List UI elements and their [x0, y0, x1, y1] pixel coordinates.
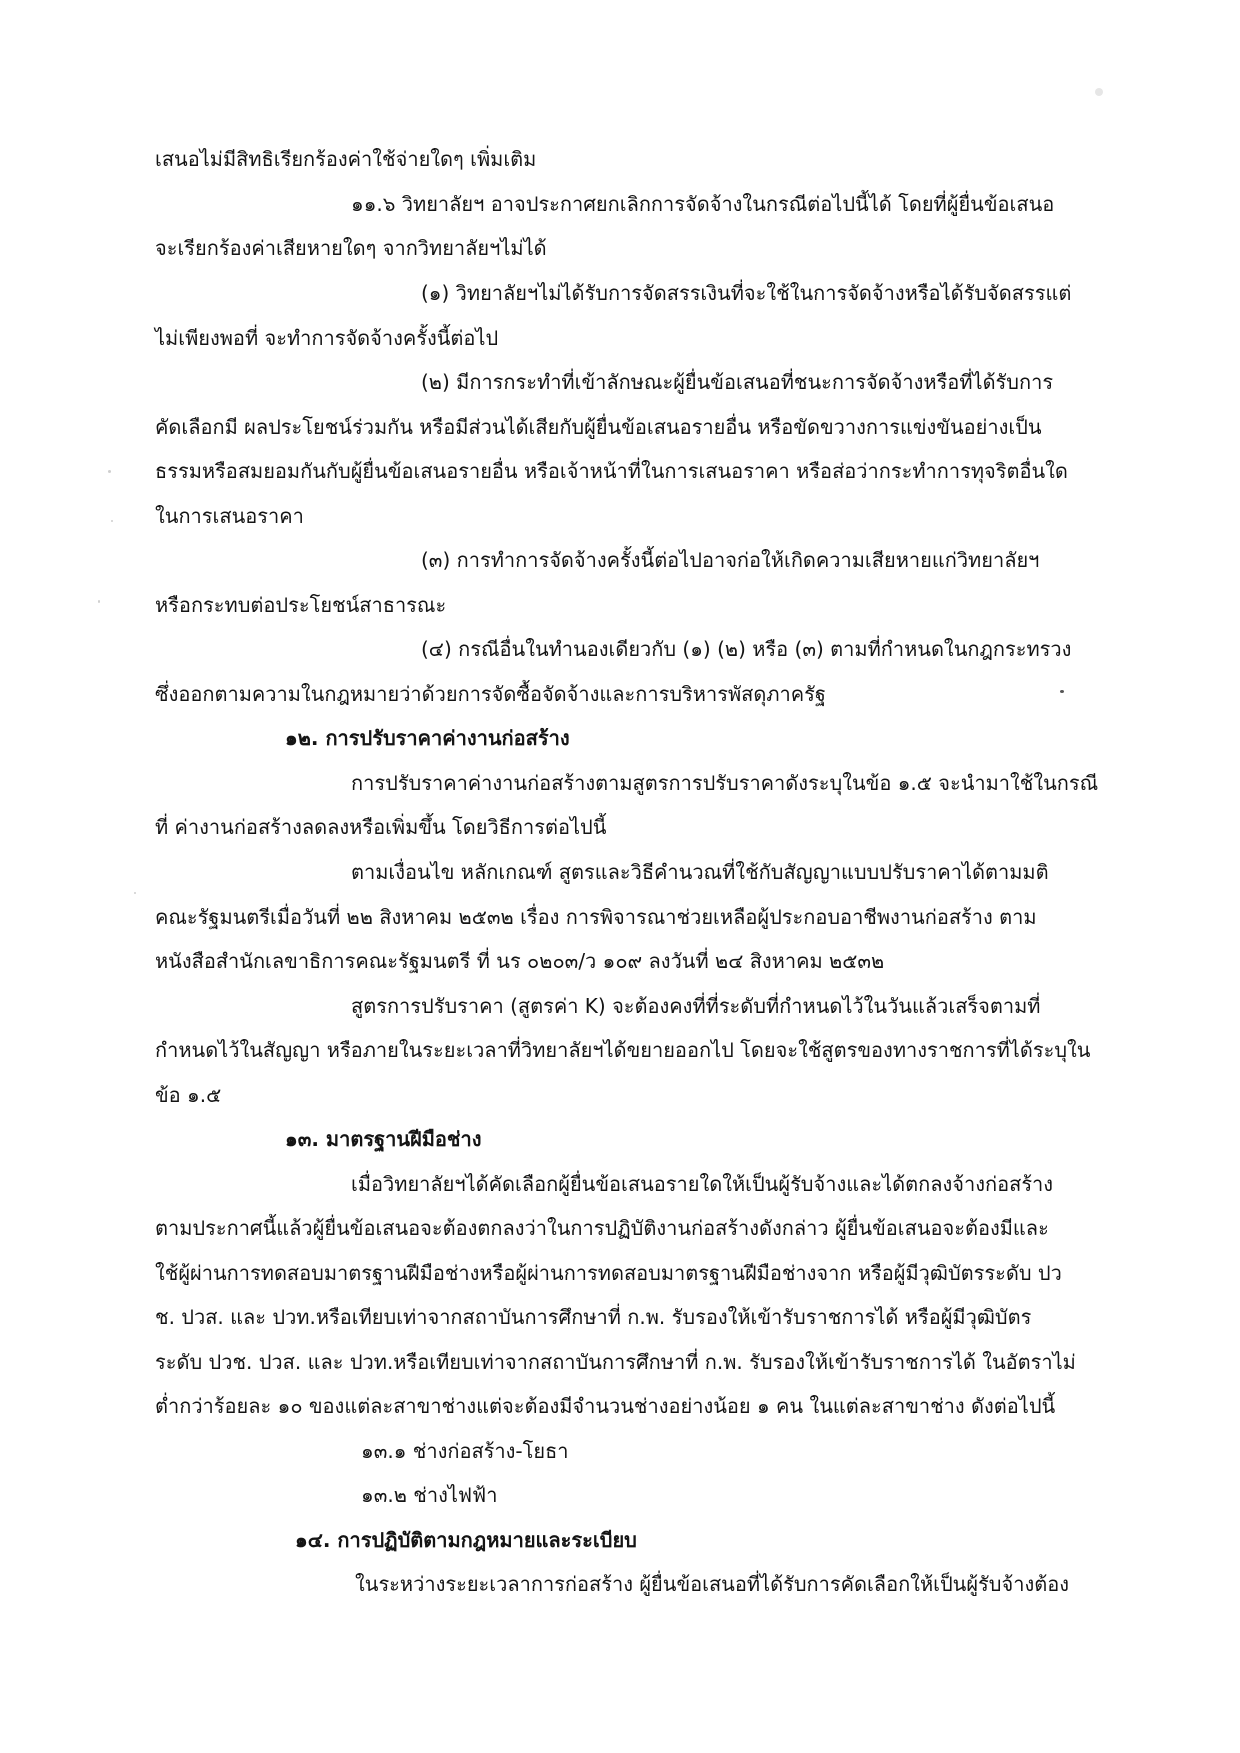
text-line: ระดับ ปวช. ปวส. และ ปวท.หรือเทียบเท่าจากสถาบันการศึกษาที่ ก.พ. รับรองให้เข้ารับราชการได้ ในอัตราไม่: [155, 1350, 1076, 1374]
text-line: คณะรัฐมนตรีเมื่อวันที่ ๒๒ สิงหาคม ๒๕๓๒ เรื่อง การพิจารณาช่วยเหลือผู้ประกอบอาชีพงานก่อสร้าง ตาม: [155, 905, 1037, 929]
list-item: ๑๓.๒ ช่างไฟฟ้า: [361, 1483, 498, 1507]
text-line: จะเรียกร้องค่าเสียหายใดๆ จากวิทยาลัยฯไม่ได้: [155, 236, 547, 260]
section-heading: ๑๒. การปรับราคาค่างานก่อสร้าง: [285, 726, 570, 750]
text-line: การปรับราคาค่างานก่อสร้างตามสูตรการปรับราคาดังระบุในข้อ ๑.๕ จะนำมาใช้ในกรณี: [351, 771, 1099, 795]
text-line: กำหนดไว้ในสัญญา หรือภายในระยะเวลาที่วิทยาลัยฯได้ขยายออกไป โดยจะใช้สูตรของทางราชการที่ได้ระบุใน: [155, 1038, 1091, 1062]
text-line: (๒) มีการกระทำที่เข้าลักษณะผู้ยื่นข้อเสนอที่ชนะการจัดจ้างหรือที่ได้รับการ: [421, 370, 1054, 394]
text-line: ที่ ค่างานก่อสร้างลดลงหรือเพิ่มขึ้น โดยวิธีการต่อไปนี้: [155, 815, 607, 839]
list-item: ๑๓.๑ ช่างก่อสร้าง-โยธา: [361, 1439, 569, 1463]
text-line: ข้อ ๑.๕: [155, 1083, 222, 1107]
text-line: ในระหว่างระยะเวลาการก่อสร้าง ผู้ยื่นข้อเสนอที่ได้รับการคัดเลือกให้เป็นผู้รับจ้างต้อง: [355, 1572, 1069, 1596]
text-line: (๑) วิทยาลัยฯไม่ได้รับการจัดสรรเงินที่จะใช้ในการจัดจ้างหรือได้รับจัดสรรแต่: [421, 281, 1072, 305]
section-heading: ๑๔. การปฏิบัติตามกฎหมายและระเบียบ: [295, 1528, 637, 1552]
text-line: ไม่เพียงพอที่ จะทำการจัดจ้างครั้งนี้ต่อไป: [155, 326, 499, 350]
scan-speck: [1095, 88, 1103, 96]
text-line: ช. ปวส. และ ปวท.หรือเทียบเท่าจากสถาบันการศึกษาที่ ก.พ. รับรองให้เข้ารับราชการได้ หรือผู้มีวุฒิบัตร: [155, 1305, 1032, 1329]
text-line: คัดเลือกมี ผลประโยชน์ร่วมกัน หรือมีส่วนได้เสียกับผู้ยื่นข้อเสนอรายอื่น หรือขัดขวางการแข่งขันอย่างเป็น: [155, 415, 1042, 439]
text-line: (๓) การทำการจัดจ้างครั้งนี้ต่อไปอาจก่อให้เกิดความเสียหายแก่วิทยาลัยฯ: [421, 548, 1040, 572]
scan-speck: [1060, 690, 1064, 693]
scan-speck: [134, 892, 136, 894]
scan-speck: [98, 600, 100, 603]
text-line: ต่ำกว่าร้อยละ ๑๐ ของแต่ละสาขาช่างแต่จะต้องมีจำนวนช่างอย่างน้อย ๑ คน ในแต่ละสาขาช่าง ดังต่อไปนี้: [155, 1394, 1056, 1418]
text-line: ๑๑.๖ วิทยาลัยฯ อาจประกาศยกเลิกการจัดจ้างในกรณีต่อไปนี้ได้ โดยที่ผู้ยื่นข้อเสนอ: [351, 192, 1055, 216]
text-line: หนังสือสำนักเลขาธิการคณะรัฐมนตรี ที่ นร ๐๒๐๓/ว ๑๐๙ ลงวันที่ ๒๔ สิงหาคม ๒๕๓๒: [155, 949, 885, 973]
text-line: เมื่อวิทยาลัยฯได้คัดเลือกผู้ยื่นข้อเสนอรายใดให้เป็นผู้รับจ้างและได้ตกลงจ้างก่อสร้าง: [351, 1172, 1054, 1196]
text-line: เสนอไม่มีสิทธิเรียกร้องค่าใช้จ่ายใดๆ เพิ่มเติม: [155, 147, 537, 171]
text-line: ในการเสนอราคา: [155, 504, 304, 528]
text-line: ซึ่งออกตามความในกฎหมายว่าด้วยการจัดซื้อจัดจ้างและการบริหารพัสดุภาครัฐ: [155, 682, 826, 706]
text-line: สูตรการปรับราคา (สูตรค่า K) จะต้องคงที่ที่ระดับที่กำหนดไว้ในวันแล้วเสร็จตามที่: [351, 994, 1041, 1018]
section-heading: ๑๓. มาตรฐานฝีมือช่าง: [285, 1127, 482, 1151]
text-line: ใช้ผู้ผ่านการทดสอบมาตรฐานฝีมือช่างหรือผู้ผ่านการทดสอบมาตรฐานฝีมือช่างจาก หรือผู้มีวุฒิบัตรระดับ ปว: [155, 1261, 1062, 1285]
scan-speck: [108, 470, 111, 473]
text-line: ธรรมหรือสมยอมกันกับผู้ยื่นข้อเสนอรายอื่น หรือเจ้าหน้าที่ในการเสนอราคา หรือส่อว่ากระทำการทุจริตอื่นใด: [155, 459, 1068, 483]
text-line: ตามเงื่อนไข หลักเกณฑ์ สูตรและวิธีคำนวณที่ใช้กับสัญญาแบบปรับราคาได้ตามมติ: [351, 860, 1049, 884]
text-line: ตามประกาศนี้แล้วผู้ยื่นข้อเสนอจะต้องตกลงว่าในการปฏิบัติงานก่อสร้างดังกล่าว ผู้ยื่นข้อเสนอจะต้องมีและ: [155, 1216, 1049, 1240]
scan-speck: [111, 520, 113, 522]
text-line: หรือกระทบต่อประโยชน์สาธารณะ: [155, 593, 447, 617]
text-line: (๔) กรณีอื่นในทำนองเดียวกับ (๑) (๒) หรือ (๓) ตามที่กำหนดในกฎกระทรวง: [421, 637, 1072, 661]
